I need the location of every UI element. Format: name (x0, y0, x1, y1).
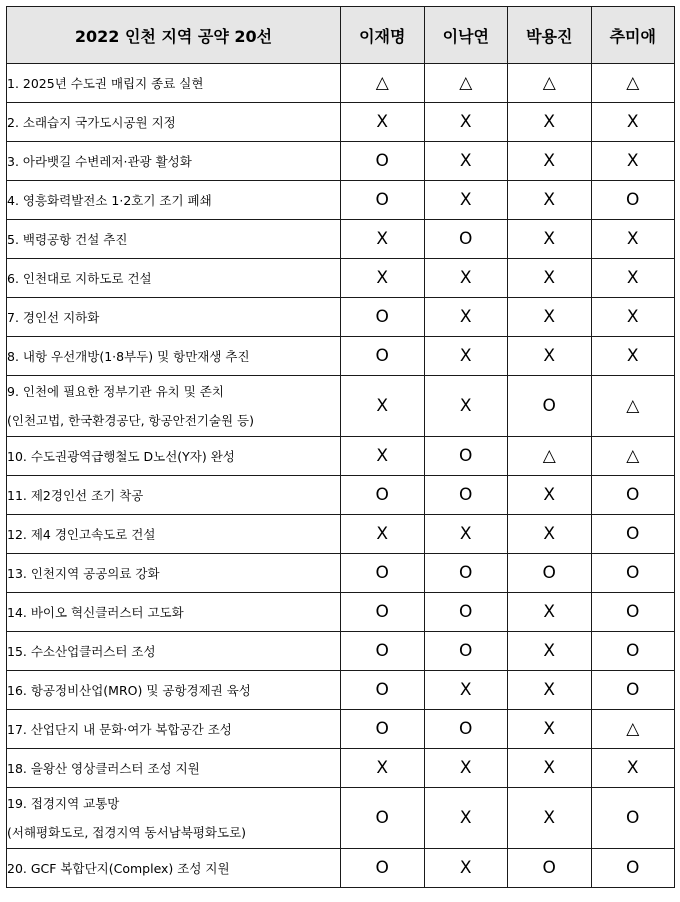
stance-mark: O (591, 515, 675, 554)
stance-mark: O (591, 476, 675, 515)
pledge-text: 13. 인천지역 공공의료 강화 (7, 565, 160, 581)
stance-mark: X (591, 749, 675, 788)
stance-mark: X (591, 337, 675, 376)
pledge-table (6, 6, 675, 888)
pledge-item (7, 437, 341, 476)
table-row (7, 259, 675, 298)
pledge-text: 4. 영흥화력발전소 1·2호기 조기 폐쇄 (7, 192, 212, 208)
pledge-text: 16. 항공정비산업(MRO) 및 공항경제권 육성 (7, 682, 251, 698)
stance-mark: △ (508, 64, 592, 103)
pledge-text: 15. 수소산업클러스터 조성 (7, 643, 156, 659)
table-row (7, 593, 675, 632)
stance-mark: X (591, 142, 675, 181)
stance-mark: X (591, 259, 675, 298)
table-row (7, 181, 675, 220)
pledge-item (7, 849, 341, 888)
stance-mark: O (508, 376, 592, 437)
pledge-item (7, 376, 341, 437)
stance-mark: X (424, 142, 508, 181)
stance-mark: O (341, 337, 425, 376)
pledge-text: 1. 2025년 수도권 매립지 종료 실현 (7, 75, 204, 91)
pledge-text: 6. 인천대로 지하도로 건설 (7, 270, 152, 286)
stance-mark: X (424, 337, 508, 376)
pledge-item (7, 554, 341, 593)
stance-mark: O (591, 593, 675, 632)
stance-mark: X (341, 376, 425, 437)
stance-mark: △ (591, 710, 675, 749)
table-row (7, 437, 675, 476)
stance-mark: O (424, 593, 508, 632)
pledge-text: 2. 소래습지 국가도시공원 지정 (7, 114, 176, 130)
stance-mark: △ (508, 437, 592, 476)
pledge-item (7, 220, 341, 259)
table-row (7, 671, 675, 710)
stance-mark: △ (591, 376, 675, 437)
table-row (7, 337, 675, 376)
stance-mark: O (591, 181, 675, 220)
pledge-item (7, 64, 341, 103)
stance-mark: X (508, 103, 592, 142)
stance-mark: O (424, 554, 508, 593)
stance-mark: O (341, 593, 425, 632)
pledge-text: 9. 인천에 필요한 정부기관 유치 및 존치 (7, 384, 224, 399)
stance-mark: O (341, 632, 425, 671)
stance-mark: O (341, 181, 425, 220)
stance-mark: O (341, 710, 425, 749)
stance-mark: X (341, 220, 425, 259)
stance-mark: X (591, 298, 675, 337)
stance-mark: O (341, 476, 425, 515)
pledge-text: 19. 접경지역 교통망 (7, 796, 120, 811)
table-row (7, 476, 675, 515)
table-row (7, 849, 675, 888)
pledge-item (7, 710, 341, 749)
table-row (7, 64, 675, 103)
table-row (7, 632, 675, 671)
pledge-item (7, 476, 341, 515)
table-row (7, 710, 675, 749)
stance-mark: X (508, 142, 592, 181)
stance-mark: X (424, 515, 508, 554)
stance-mark: X (341, 437, 425, 476)
stance-mark: O (341, 554, 425, 593)
stance-mark: X (424, 849, 508, 888)
pledge-text: 17. 산업단지 내 문화·여가 복합공간 조성 (7, 721, 232, 737)
stance-mark: O (341, 671, 425, 710)
stance-mark: O (424, 632, 508, 671)
table-row (7, 142, 675, 181)
pledge-text: 11. 제2경인선 조기 착공 (7, 487, 144, 503)
stance-mark: X (508, 710, 592, 749)
stance-mark: X (591, 103, 675, 142)
stance-mark: △ (424, 64, 508, 103)
stance-mark: X (508, 671, 592, 710)
pledge-text: 7. 경인선 지하화 (7, 309, 100, 325)
stance-mark: X (508, 593, 592, 632)
header-row (7, 7, 675, 64)
pledge-item (7, 337, 341, 376)
pledge-item (7, 181, 341, 220)
stance-mark: X (508, 298, 592, 337)
stance-mark: O (341, 142, 425, 181)
pledge-text: (서해평화도로, 접경지역 동서남북평화도로) (7, 825, 247, 840)
pledge-item (7, 593, 341, 632)
stance-mark: X (508, 220, 592, 259)
pledge-text: 3. 아라뱃길 수변레저·관광 활성화 (7, 153, 192, 169)
stance-mark: X (341, 259, 425, 298)
stance-mark: X (508, 259, 592, 298)
table-row (7, 376, 675, 437)
stance-mark: O (424, 710, 508, 749)
pledge-item (7, 142, 341, 181)
stance-mark: X (424, 298, 508, 337)
stance-mark: X (508, 181, 592, 220)
stance-mark: X (508, 749, 592, 788)
table-row (7, 515, 675, 554)
candidate-header: 이낙연 (424, 7, 508, 64)
stance-mark: O (341, 298, 425, 337)
pledge-item (7, 103, 341, 142)
stance-mark: X (508, 788, 592, 849)
stance-mark: △ (341, 64, 425, 103)
table-row (7, 298, 675, 337)
pledge-item (7, 749, 341, 788)
stance-mark: O (424, 220, 508, 259)
stance-mark: X (424, 259, 508, 298)
stance-mark: O (508, 554, 592, 593)
stance-mark: X (341, 103, 425, 142)
pledge-item (7, 259, 341, 298)
stance-mark: X (424, 376, 508, 437)
candidate-header: 추미애 (591, 7, 675, 64)
stance-mark: X (424, 749, 508, 788)
stance-mark: O (424, 437, 508, 476)
pledge-text: 12. 제4 경인고속도로 건설 (7, 526, 156, 542)
pledge-text: 5. 백령공항 건설 추진 (7, 231, 128, 247)
pledge-text: 18. 을왕산 영상클러스터 조성 지원 (7, 760, 200, 776)
pledge-rows (7, 64, 675, 888)
pledge-item (7, 515, 341, 554)
pledge-text: 20. GCF 복합단지(Complex) 조성 지원 (7, 860, 230, 876)
stance-mark: O (591, 788, 675, 849)
stance-mark: X (508, 632, 592, 671)
stance-mark: X (341, 749, 425, 788)
stance-mark: O (591, 632, 675, 671)
stance-mark: O (591, 554, 675, 593)
stance-mark: O (508, 849, 592, 888)
pledge-text: (인천고법, 한국환경공단, 항공안전기술원 등) (7, 413, 254, 428)
stance-mark: X (424, 671, 508, 710)
stance-mark: O (591, 849, 675, 888)
stance-mark: X (508, 476, 592, 515)
stance-mark: O (424, 476, 508, 515)
candidate-header: 박용진 (508, 7, 592, 64)
stance-mark: X (508, 515, 592, 554)
stance-mark: X (341, 515, 425, 554)
stance-mark: O (591, 671, 675, 710)
pledge-text: 8. 내항 우선개방(1·8부두) 및 항만재생 추진 (7, 348, 250, 364)
table-title: 2022 인천 지역 공약 20선 (7, 7, 341, 64)
pledge-item (7, 671, 341, 710)
pledge-item (7, 298, 341, 337)
stance-mark: △ (591, 437, 675, 476)
table-row (7, 220, 675, 259)
table-row (7, 103, 675, 142)
candidate-header: 이재명 (341, 7, 425, 64)
pledge-text: 10. 수도권광역급행철도 D노선(Y자) 완성 (7, 448, 235, 464)
pledge-item (7, 788, 341, 849)
stance-mark: X (424, 181, 508, 220)
stance-mark: X (508, 337, 592, 376)
table-row (7, 554, 675, 593)
table-row (7, 749, 675, 788)
stance-mark: O (341, 849, 425, 888)
stance-mark: O (341, 788, 425, 849)
stance-mark: △ (591, 64, 675, 103)
table-row (7, 788, 675, 849)
pledge-item (7, 632, 341, 671)
stance-mark: X (591, 220, 675, 259)
stance-mark: X (424, 788, 508, 849)
pledge-text: 14. 바이오 혁신클러스터 고도화 (7, 604, 184, 620)
stance-mark: X (424, 103, 508, 142)
